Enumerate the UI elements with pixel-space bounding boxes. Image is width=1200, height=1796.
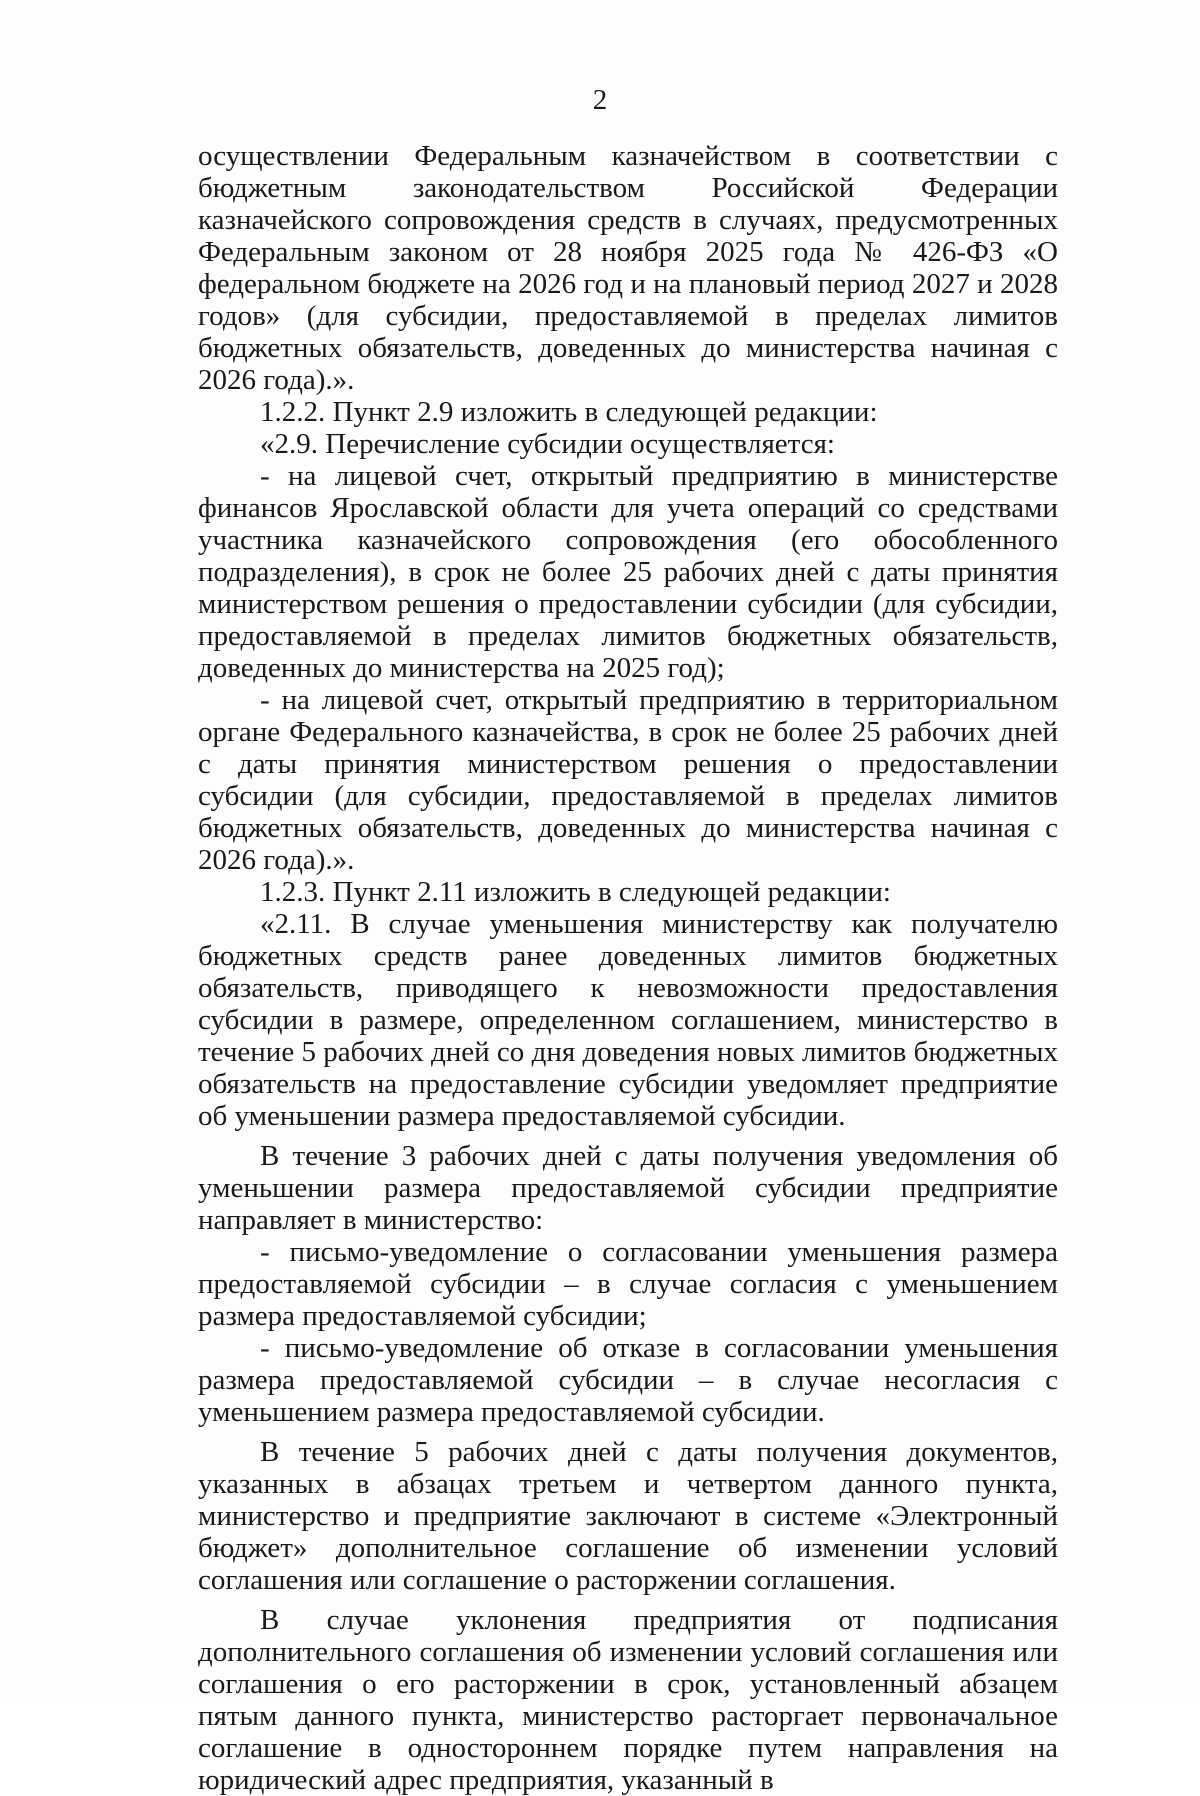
- document-body: [198, 140, 1058, 1796]
- paragraph: В течение 3 рабочих дней с даты получения уведомления об уменьшении размера предоставляемой субсидии предприятие направляет в министерство:: [198, 1140, 1058, 1236]
- paragraph-clause-2-9: «2.9. Перечисление субсидии осуществляется:: [260, 428, 835, 460]
- paragraph-clause-2-11: «2.11. В случае уменьшения министерству как получателю бюджетных средств ранее доведенных лимитов бюджетных обязательств, приводящего к невозможности предоставления субсидии в размере, определенном соглашением, министерство в течение 5 рабочих дней со дня доведения новых лимитов бюджетных обязательств на предоставление субсидии уведомляет предприятие об уменьшении размера предоставляемой субсидии.: [198, 908, 1058, 1132]
- paragraph-list-item: - письмо-уведомление о согласовании уменьшения размера предоставляемой субсидии – в случае согласия с уменьшением размера предоставляемой субсидии;: [198, 1236, 1058, 1332]
- page-number: 2: [592, 84, 608, 116]
- paragraph: В случае уклонения предприятия от подписания дополнительного соглашения об изменении условий соглашения или соглашения о его расторжении в срок, установленный абзацем пятым данного пункта, министерство расторгает первоначальное соглашение в одностороннем порядке путем направления на юридический адрес предприятия, указанный в: [198, 1604, 1058, 1796]
- paragraph: В течение 5 рабочих дней с даты получения документов, указанных в абзацах третьем и четвертом данного пункта, министерство и предприятие заключают в системе «Электронный бюджет» дополнительное соглашение об изменении условий соглашения или соглашение о расторжении соглашения.: [198, 1436, 1058, 1596]
- paragraph-item-1-2-3: 1.2.3. Пункт 2.11 изложить в следующей редакции:: [260, 876, 891, 908]
- paragraph-continuation: осуществлении Федеральным казначейством в соответствии с бюджетным законодательством Российской Федерации казначейского сопровождения средств в случаях, предусмотренных Федеральным законом от 28 ноября 2025 года № 426-ФЗ «О федеральном бюджете на 2026 год и на плановый период 2027 и 2028 годов» (для субсидии, предоставляемой в пределах лимитов бюджетных обязательств, доведенных до министерства начиная с 2026 года).».: [198, 140, 1058, 396]
- paragraph-list-item: - письмо-уведомление об отказе в согласовании уменьшения размера предоставляемой субсидии – в случае несогласия с уменьшением размера предоставляемой субсидии.: [198, 1332, 1058, 1428]
- paragraph-list-item: - на лицевой счет, открытый предприятию в министерстве финансов Ярославской области для учета операций со средствами участника казначейского сопровождения (его обособленного подразделения), в срок не более 25 рабочих дней с даты принятия министерством решения о предоставлении субсидии (для субсидии, предоставляемой в пределах лимитов бюджетных обязательств, доведенных до министерства на 2025 год);: [198, 460, 1058, 684]
- paragraph-item-1-2-2: 1.2.2. Пункт 2.9 изложить в следующей редакции:: [260, 396, 878, 428]
- paragraph-list-item: - на лицевой счет, открытый предприятию в территориальном органе Федерального казначейства, в срок не более 25 рабочих дней с даты принятия министерством решения о предоставлении субсидии (для субсидии, предоставляемой в пределах лимитов бюджетных обязательств, доведенных до министерства начиная с 2026 года).».: [198, 684, 1058, 876]
